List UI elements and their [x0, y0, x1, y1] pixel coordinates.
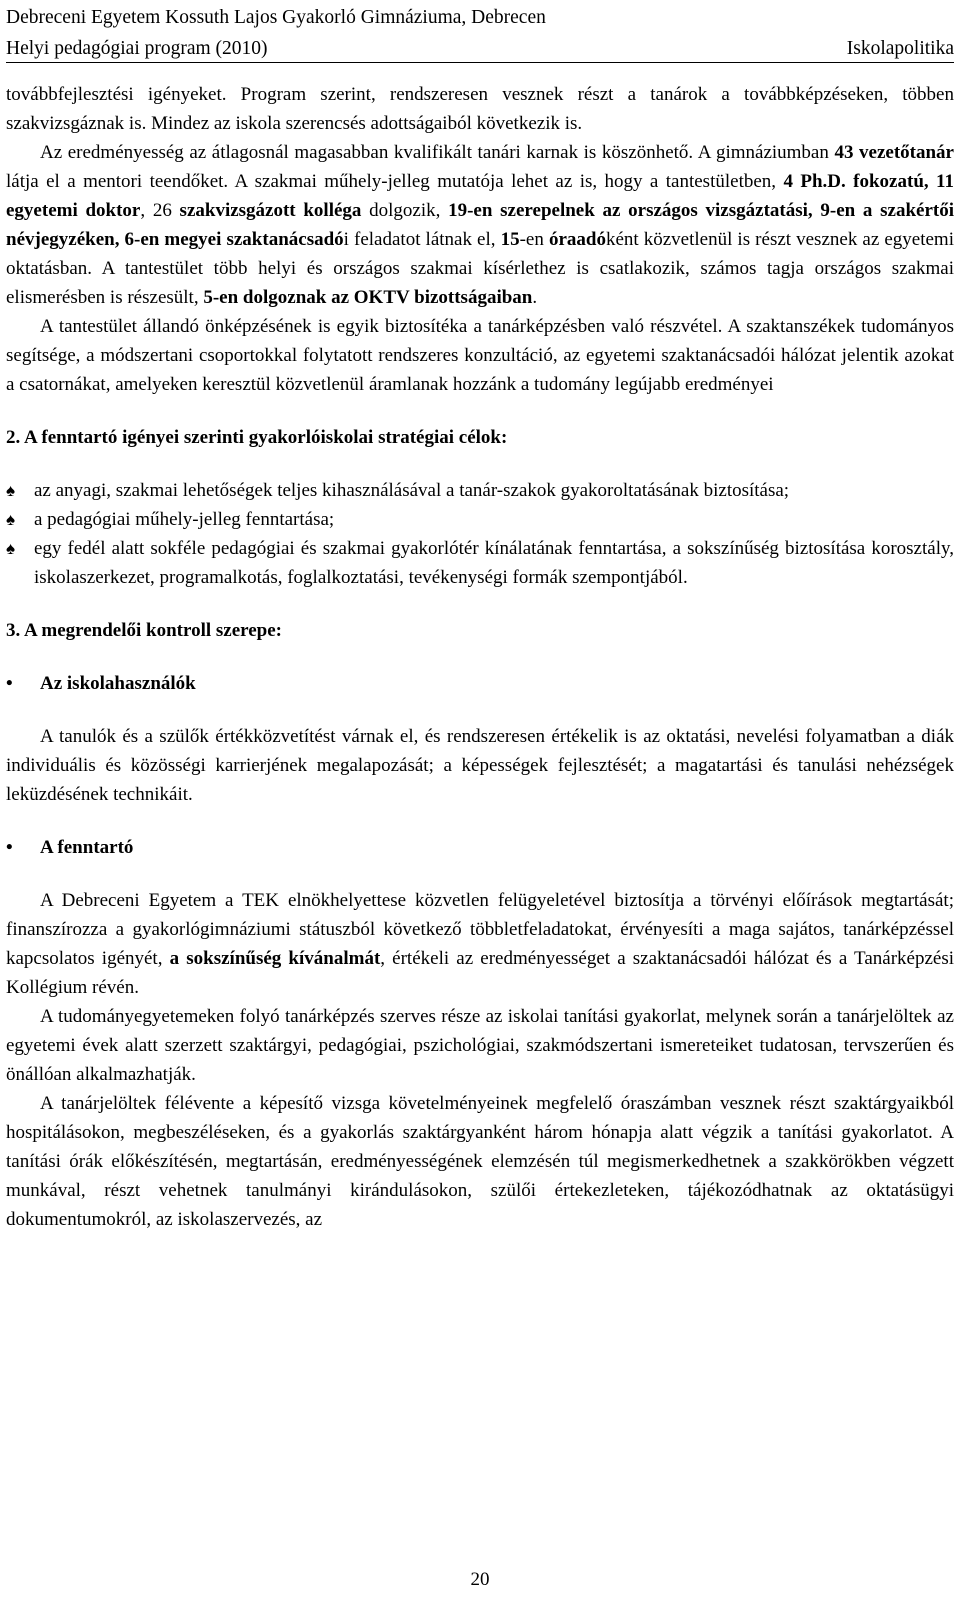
bullet-dot-icon: •	[6, 837, 13, 858]
text-run: látja el a mentori teendőket. A szakmai műhely-jelleg mutatója lehet az is, hogy a tantestületben,	[6, 171, 784, 192]
spacer	[6, 399, 954, 423]
spade-bullet-icon: ♠	[6, 539, 16, 558]
list-item-text: a pedagógiai műhely-jelleg fenntartása;	[34, 509, 335, 530]
bold-run: a sokszínűség kívánalmát	[169, 948, 381, 969]
header-row	[6, 33, 954, 64]
section-3-heading: 3. A megrendelői kontroll szerepe:	[6, 620, 283, 641]
page-header	[6, 2, 954, 64]
sub-heading-text: A fenntartó	[40, 837, 134, 858]
spade-bullet-icon: ♠	[6, 481, 16, 500]
header-institution: Debreceni Egyetem Kossuth Lajos Gyakorló Gimnáziuma, Debrecen	[6, 7, 546, 28]
bold-run: óraadó	[548, 229, 606, 250]
header-program: Helyi pedagógiai program (2010)	[6, 38, 268, 59]
strategic-goals-list	[6, 476, 954, 592]
school-users-paragraph: A tanulók és a szülők értékközvetítést várnak el, és rendszeresen értékelik is az oktatási, nevelési folyamatban a diák individuális és közösségi karrierjének megalapozását; a képességek fejlesztését; a magatartási és tanulási nehézségek leküzdésének technikáit.	[6, 726, 954, 805]
document-body	[6, 80, 954, 1234]
intro-paragraph-2	[6, 138, 954, 312]
maintainer-paragraph-3: A tanárjelöltek félévente a képesítő vizsga követelményeinek megfelelő óraszámban vesznek részt szaktárgyaikból hospitálásokon, megbeszéléseken, és a gyakorlás szaktárgyanként három hónapja alatt végzik a tanítási gyakorlatot. A tanítási órák előkészítésén, megtartásán, eredményességének elemzésén túl megismerkedhetnek a szakkörökben végzett munkával, részt vehetnek tanulmányi kirándulásokon, szülői értekezleteken, tájékozódhatnak az oktatásügyi dokumentumokról, az iskolaszervezés, az	[6, 1093, 954, 1230]
header-section: Iskolapolitika	[846, 38, 954, 59]
intro-paragraph-3: A tantestület állandó önképzésének is egyik biztosítéka a tanárképzésben való részvétel. A szaktanszékek tudományos segítsége, a módszertani csoportokkal folytatott rendszeres konzultáció, az egyetemi szaktanácsadói hálózat jelentik azokat a csatornákat, amelyeken keresztül közvetlenül áramlanak hozzánk a tudomány legújabb eredményei	[6, 316, 954, 395]
list-item	[6, 534, 954, 592]
spade-bullet-icon: ♠	[6, 510, 16, 529]
bold-run: 15	[500, 229, 520, 250]
spacer	[6, 592, 954, 616]
sub-heading-text: Az iskolahasználók	[40, 673, 196, 694]
spacer	[6, 452, 954, 476]
bold-run: 19-en szerepelnek az országos vizsgáztatási, 9-en a szakértői névjegyzéken, 6-en megyei szaktanácsadó	[6, 200, 954, 250]
text-run: ként közvetlenül is részt vesznek az egyetemi oktatásban. A tantestület több helyi és országos szakmai kísérlethez is csatlakozik, számos tagja országos szakmai elismerésben is részesült,	[6, 229, 954, 308]
section-2-heading: 2. A fenntartó igényei szerinti gyakorlóiskolai stratégiai célok:	[6, 427, 508, 448]
text-run: .	[532, 287, 538, 308]
text-run: , 26	[140, 200, 180, 221]
maintainer-heading	[6, 833, 954, 862]
bold-run: 5-en dolgoznak az OKTV bizottságaiban	[203, 287, 533, 308]
spacer	[6, 698, 954, 722]
list-item-text: az anyagi, szakmai lehetőségek teljes kihasználásával a tanár-szakok gyakoroltatásának biztosítása;	[34, 480, 790, 501]
text-run: -en	[519, 229, 549, 250]
intro-paragraph-1: továbbfejlesztési igényeket. Program szerint, rendszeresen vesznek részt a tanárok a továbbképzéseken, többen szakvizsgáznak is. Mindez az iskola szerencsés adottságaiból következik is.	[6, 84, 954, 134]
bold-run: 4 Ph.D. fokozatú, 11 egyetemi doktor	[6, 171, 954, 221]
spacer	[6, 645, 954, 669]
text-run: Az eredményesség az átlagosnál magasabban kvalifikált tanári karnak is köszönhető. A gimnáziumban	[40, 142, 835, 163]
header-divider	[6, 62, 954, 63]
spacer	[6, 862, 954, 886]
text-run: i feladatot látnak el,	[343, 229, 501, 250]
list-item-text: egy fedél alatt sokféle pedagógiai és szakmai gyakorlótér kínálatának fenntartása, a sokszínűség biztosítása korosztály, iskolaszerkezet, programalkotás, foglalkoztatási, tevékenységi formák szempontjából.	[34, 538, 954, 588]
maintainer-paragraph-2: A tudományegyetemeken folyó tanárképzés szerves része az iskolai tanítási gyakorlat, melynek során a tanárjelöltek az egyetemi évek alatt szerzett szaktárgyi, pedagógiai, pszichológiai, szakmódszertani ismereteiket tudatosan, tervszerűen és önállóan alkalmazhatják.	[6, 1006, 954, 1085]
bullet-dot-icon: •	[6, 673, 13, 694]
bold-run: szakvizsgázott kolléga	[179, 200, 362, 221]
text-run: dolgozik,	[361, 200, 449, 221]
school-users-heading	[6, 669, 954, 698]
list-item	[6, 476, 954, 505]
spacer	[6, 809, 954, 833]
maintainer-paragraph-1	[6, 886, 954, 1002]
page-number: 20	[470, 1569, 490, 1590]
list-item	[6, 505, 954, 534]
text-run: A Debreceni Egyetem a TEK elnökhelyettese közvetlen felügyeletével biztosítja a törvényi előírások megtartását; finanszírozza a gyakorlógimnáziumi státuszból következő többletfeladatokat, érvényesíti a maga sajátos, tanárképzéssel kapcsolatos igényét,	[6, 890, 954, 969]
text-run: , értékeli az eredményességet a szaktanácsadói hálózat és a Tanárképzési Kollégium révén.	[6, 948, 955, 998]
bold-run: 43 vezetőtanár	[834, 142, 954, 163]
